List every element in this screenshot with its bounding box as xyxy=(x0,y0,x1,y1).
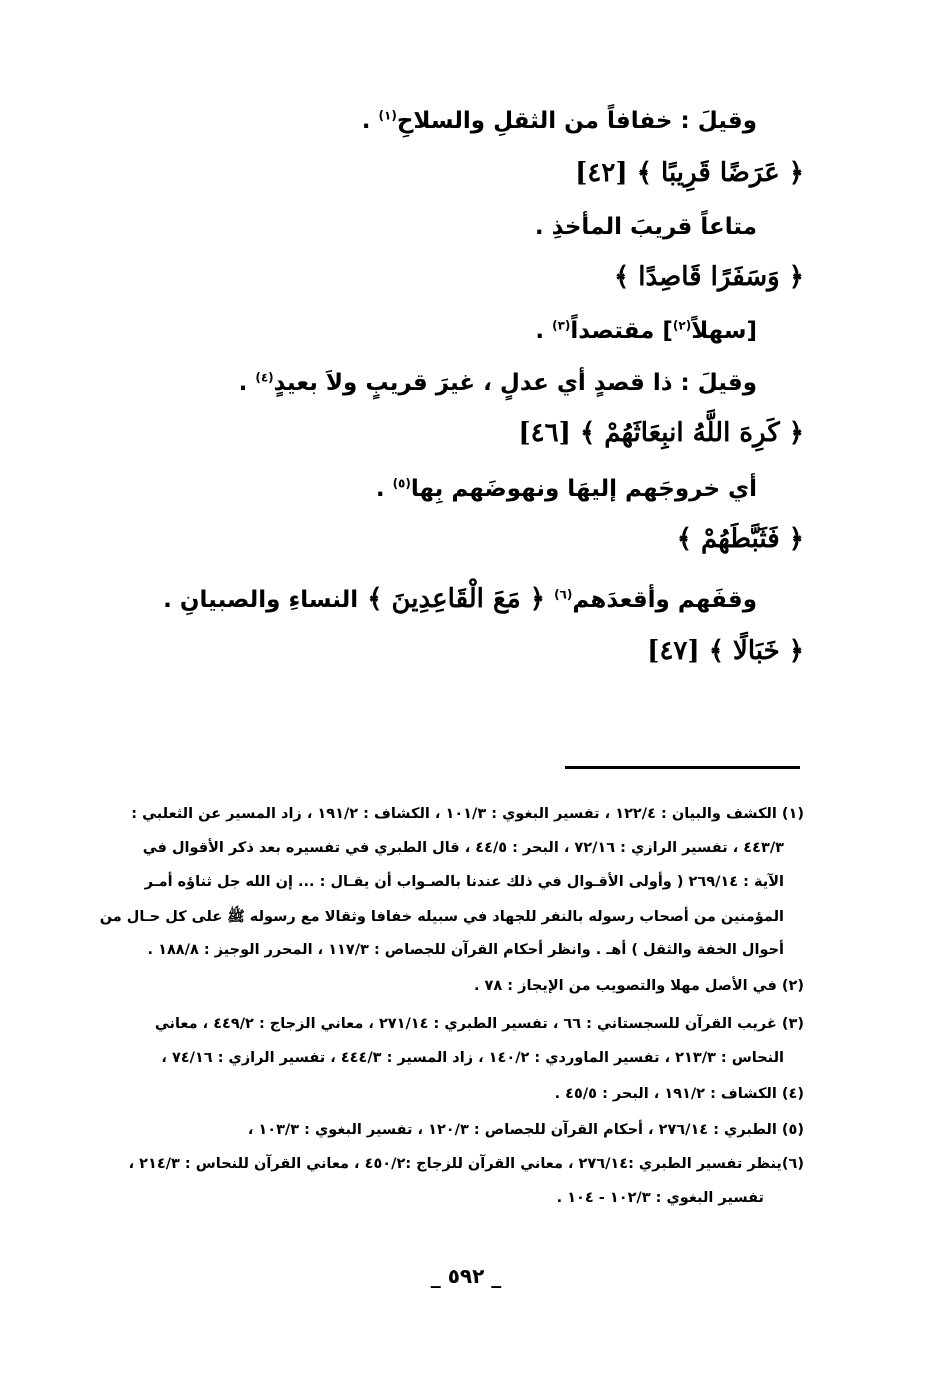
footnote-ref-5: (٥) xyxy=(392,476,411,491)
verse-text: ﴿ عَرَضًا قَرِيبًا ﴾ xyxy=(636,158,804,188)
verse-number: [٤٧] xyxy=(647,636,700,666)
footnote-2: (٢) في الأصل مهلا والتصويب من الإيجاز : ٧٨ . xyxy=(473,978,804,994)
footnote-3-line-1: (٣) غريب القرآن للسجستاني : ٦٦ ، تفسير الطبري : ٢٧١/١٤ ، معاني الزجاج : ٤٤٩/٢ ، معاني xyxy=(154,1016,804,1032)
line-6 xyxy=(239,370,757,396)
inline-verse: ﴿ مَعَ الْقَاعِدِينَ ﴾ xyxy=(358,584,555,614)
footnote-4: (٤) الكشاف : ١٩١/٢ ، البحر : ٤٥/٥ . xyxy=(554,1086,804,1102)
footnote-separator xyxy=(565,766,800,769)
verse-number: [٤٢] xyxy=(575,158,628,188)
line-1 xyxy=(362,108,757,134)
footnote-ref-3: (٣) xyxy=(552,318,571,333)
line-6-end: . xyxy=(238,370,256,396)
verse-line-2 xyxy=(575,158,804,188)
line-5 xyxy=(535,318,757,344)
line-1-end: . xyxy=(361,108,379,134)
footnote-1-line-2: ٤٤٣/٣ ، تفسير الرازي : ٧٢/١٦ ، البحر : ٤٤/٥ ، قال الطبري في تفسيره بعد ذكر الأقوال في xyxy=(142,840,784,856)
footnote-1-line-3: الآية : ٢٦٩/١٤ ( وأولى الأقـوال في ذلك عندنا بالصـواب أن يقـال : ... إن الله جل ثناؤه أمـر xyxy=(144,874,784,890)
line-5-b: ] مقتصداً xyxy=(570,318,673,344)
footnote-ref-4: (٤) xyxy=(255,370,274,385)
line-8-text: أي خروجَهم إليهَا ونهوضَهم بِها xyxy=(410,476,757,502)
footnote-1-line-5: أحوال الخفة والثقل ) أهـ . وانظر أحكام القرآن للجصاص : ١١٧/٣ ، المحرر الوجيز : ١٨٨/٨ . xyxy=(147,942,784,958)
footnote-1-line-1: (١) الكشف والبيان : ١٢٢/٤ ، تفسير البغوي : ١٠١/٣ ، الكشاف : ١٩١/٢ ، زاد المسير عن الثعلبي : xyxy=(131,806,804,822)
line-3: متاعاً قريبَ المأخذِ . xyxy=(534,214,757,240)
verse-line-11 xyxy=(647,636,804,666)
verse-line-9: ﴿ فَثَبَّطَهُمْ ﴾ xyxy=(676,524,804,554)
footnote-3-line-2: النحاس : ٢١٣/٣ ، تفسير الماوردي : ١٤٠/٢ ، زاد المسير : ٤٤٤/٣ ، تفسير الرازي : ٧٤/١٦ ، xyxy=(161,1050,784,1066)
verse-text: ﴿ خَبَالًا ﴾ xyxy=(708,636,804,666)
line-8 xyxy=(376,476,757,502)
footnote-5: (٥) الطبري : ٢٧٦/١٤ ، أحكام القرآن للجصاص : ١٢٠/٣ ، تفسير البغوي : ١٠٣/٣ ، xyxy=(247,1122,804,1138)
line-6-text: وقيلَ : ذا قصدٍ أي عدلٍ ، غيرَ قريبٍ ولاَ بعيدٍ xyxy=(273,370,757,396)
verse-text: ﴿ كَرِهَ اللَّهُ انبِعَاثَهُمْ ﴾ xyxy=(579,418,804,448)
verse-number: [٤٦] xyxy=(518,418,571,448)
footnote-6-line-1: (٦)ينظر تفسير الطبري :٢٧٦/١٤ ، معاني القرآن للزجاج :٤٥٠/٢ ، معاني القرآن للنحاس : ٢١٤/٣ ، xyxy=(128,1156,804,1172)
footnote-ref-1: (١) xyxy=(378,108,397,123)
footnote-6-line-2: تفسير البغوي : ١٠٢/٣ - ١٠٤ . xyxy=(556,1190,764,1206)
line-1-text: وقيلَ : خفافاً من الثقلِ والسلاحِ xyxy=(396,108,757,134)
line-10-b: النساءِ والصبيانِ . xyxy=(163,587,359,613)
line-5-end: . xyxy=(535,318,553,344)
footnote-ref-2: (٢) xyxy=(672,318,692,333)
page-number: _ ٥٩٢ _ xyxy=(430,1264,502,1288)
line-8-end: . xyxy=(375,476,393,502)
footnote-ref-6: (٦) xyxy=(554,587,573,602)
line-10-a: وقفَهم وأقعدَهم xyxy=(572,587,757,613)
verse-line-7 xyxy=(518,418,804,448)
line-10 xyxy=(163,584,757,614)
footnote-1-line-4: المؤمنين من أصحاب رسوله بالنفر للجهاد في سبيله خفافا وثقالا مع رسوله ﷺ على كل حـال من xyxy=(99,909,784,925)
verse-line-4: ﴿ وَسَفَرًا قَاصِدًا ﴾ xyxy=(614,262,804,292)
line-5-a: [سهلاً xyxy=(691,318,757,344)
